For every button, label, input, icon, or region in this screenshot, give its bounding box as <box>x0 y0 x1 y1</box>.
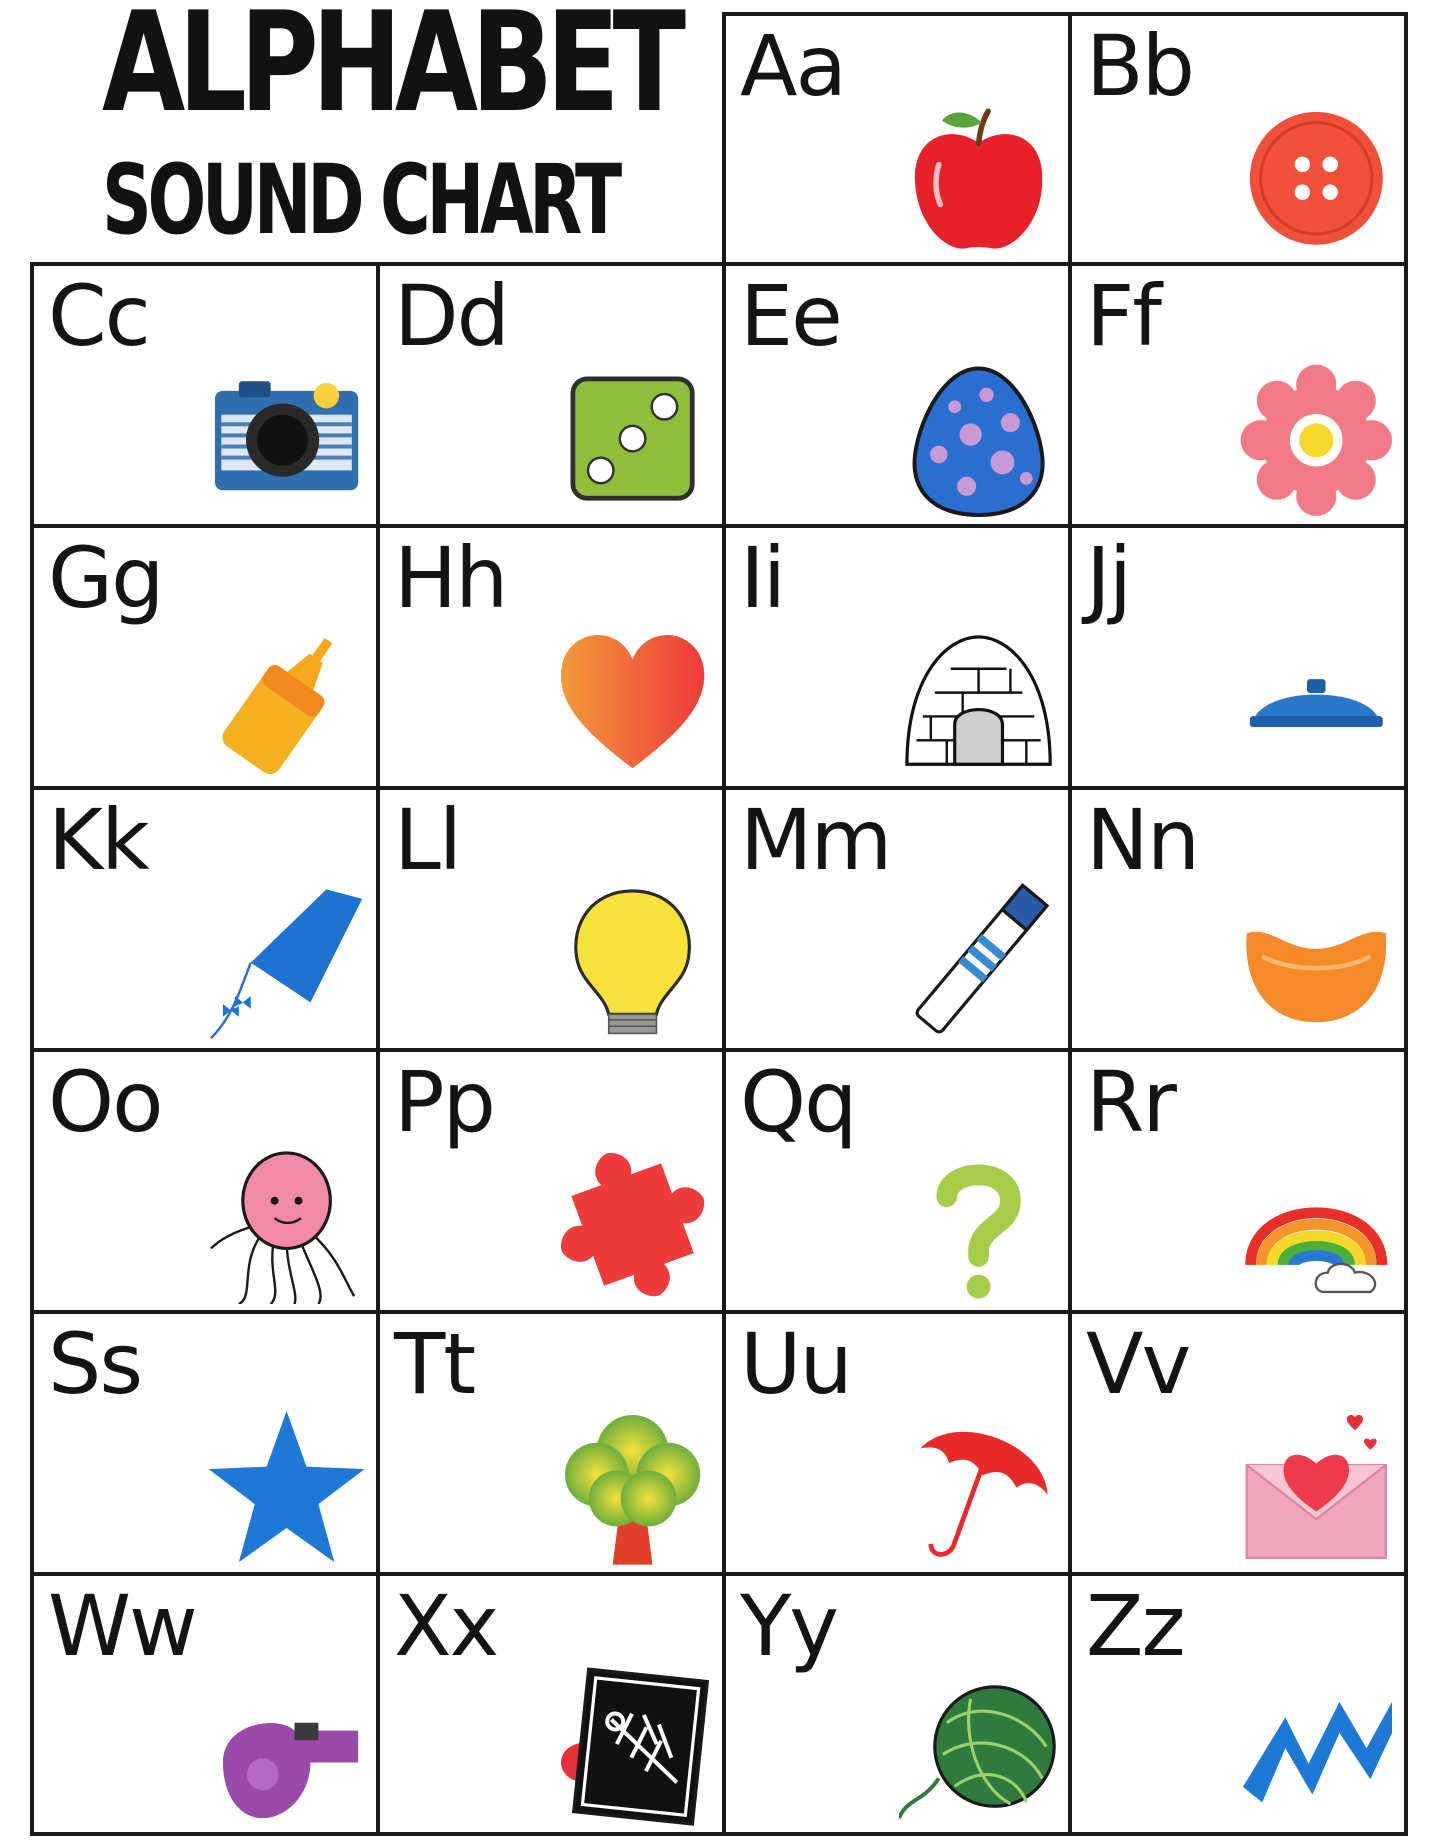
letter-cell <box>1068 1310 1408 1576</box>
letter-cell <box>1068 1048 1408 1314</box>
letter-cell <box>722 1572 1072 1836</box>
letter-label: Yy <box>740 1577 838 1675</box>
letter-cell <box>376 1310 726 1576</box>
yarn-icon <box>899 1667 1058 1826</box>
letter-label: Gg <box>48 529 163 627</box>
star-icon <box>207 1407 366 1566</box>
valentine-icon <box>1239 1411 1394 1566</box>
letter-cell <box>1068 786 1408 1052</box>
nest-icon <box>1239 887 1394 1042</box>
letter-label: Jj <box>1086 529 1131 627</box>
letter-cell <box>1068 1572 1408 1836</box>
letter-label: Pp <box>394 1053 494 1151</box>
letter-cell <box>722 262 1072 528</box>
letter-label: Ll <box>394 791 461 889</box>
whistle-icon <box>207 1667 366 1826</box>
dice-icon <box>553 359 712 518</box>
letter-label: Dd <box>394 267 509 365</box>
chart-title <box>20 0 720 260</box>
letter-label: Ss <box>48 1315 142 1413</box>
letter-cell <box>1068 12 1408 266</box>
letter-cell <box>376 262 726 528</box>
letter-cell <box>722 12 1072 266</box>
camera-icon <box>207 359 366 518</box>
letter-cell <box>30 524 380 790</box>
letter-cell <box>30 786 380 1052</box>
letter-label: Bb <box>1086 17 1193 115</box>
letter-cell <box>722 524 1072 790</box>
letter-label: Cc <box>48 267 149 365</box>
egg-icon <box>899 359 1058 518</box>
rainbow-icon <box>1239 1149 1394 1304</box>
letter-label: Ww <box>48 1577 196 1675</box>
kite-icon <box>207 883 366 1042</box>
light-bulb-icon <box>553 883 712 1042</box>
letter-label: Oo <box>48 1053 162 1151</box>
zigzag-icon <box>1239 1671 1394 1826</box>
heart-icon <box>553 621 712 780</box>
marker-icon <box>899 883 1058 1042</box>
umbrella-icon <box>899 1407 1058 1566</box>
letter-cell <box>376 1048 726 1314</box>
letter-label: Qq <box>740 1053 856 1151</box>
letter-cell <box>376 1572 726 1836</box>
letter-label: Ii <box>740 529 785 627</box>
flower-icon <box>1239 363 1394 518</box>
glue-icon <box>207 621 366 780</box>
title-subtitle: SOUND CHART <box>102 144 618 256</box>
letter-cell <box>30 1572 380 1836</box>
letter-label: Nn <box>1086 791 1199 889</box>
letter-cell <box>722 1310 1072 1576</box>
letter-cell <box>376 786 726 1052</box>
letter-cell <box>30 262 380 528</box>
letter-label: Hh <box>394 529 507 627</box>
tree-icon <box>553 1407 712 1566</box>
letter-label: Tt <box>394 1315 475 1413</box>
letter-cell <box>376 524 726 790</box>
igloo-icon <box>899 621 1058 780</box>
letter-label: Uu <box>740 1315 851 1413</box>
letter-label: Vv <box>1086 1315 1190 1413</box>
letter-cell <box>30 1310 380 1576</box>
letter-label: Ff <box>1086 267 1160 365</box>
letter-cell <box>722 1048 1072 1314</box>
letter-cell <box>1068 262 1408 528</box>
letter-label: Kk <box>48 791 148 889</box>
title-main: ALPHABET <box>102 0 680 143</box>
jar-lid-icon <box>1239 625 1394 780</box>
letter-label: Xx <box>394 1577 498 1675</box>
question-mark-icon <box>899 1145 1058 1304</box>
apple-icon <box>899 97 1058 256</box>
x-ray-icon <box>553 1667 712 1826</box>
letter-cell <box>1068 524 1408 790</box>
octopus-icon <box>207 1145 366 1304</box>
button-icon <box>1239 101 1394 256</box>
puzzle-piece-icon <box>553 1145 712 1304</box>
letter-label: Ee <box>740 267 841 365</box>
letter-cell <box>30 1048 380 1314</box>
letter-cell <box>722 786 1072 1052</box>
letter-label: Rr <box>1086 1053 1175 1151</box>
letter-label: Zz <box>1086 1577 1184 1675</box>
letter-label: Aa <box>740 17 845 115</box>
letter-label: Mm <box>740 791 891 889</box>
